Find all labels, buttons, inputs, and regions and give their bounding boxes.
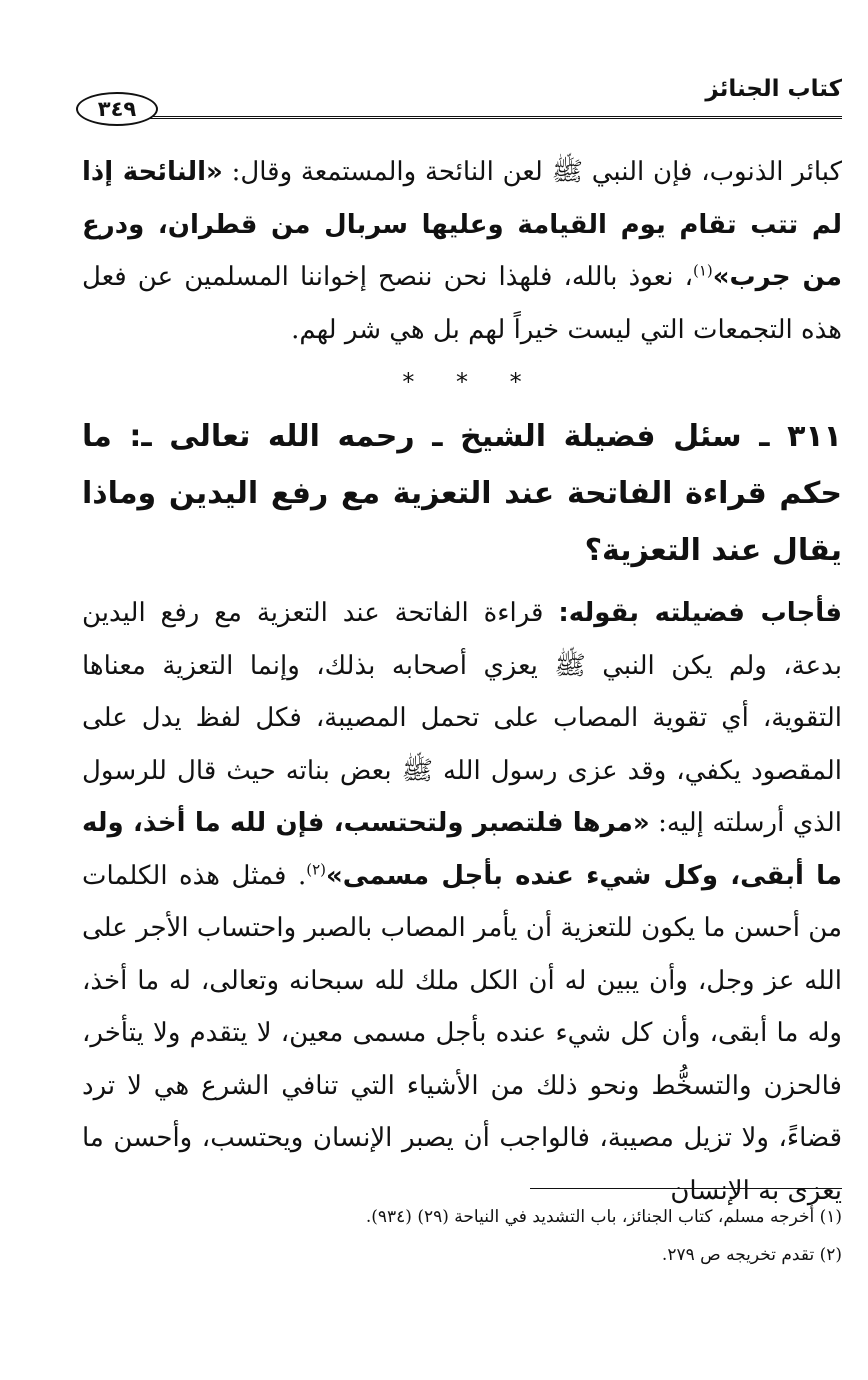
footnote-1: (١) أخرجه مسلم، كتاب الجنائز، باب التشديد في النياحة (٢٩) (٩٣٤). xyxy=(365,1207,842,1227)
continuation-paragraph xyxy=(82,146,842,356)
running-title: كتاب الجنائز xyxy=(705,76,842,102)
hadith-quote-2: «مرها فلتصبر ولتحتسب، فإن لله ما أخذ، وله ما أبقى، وكل شيء عنده بأجل مسمى» xyxy=(82,808,842,891)
answer-lead: فأجاب فضيلته بقوله: xyxy=(558,598,842,628)
footnote-rule xyxy=(530,1188,842,1189)
continuation-text-2: ، نعوذ بالله، فلهذا نحن ننصح إخواننا المسلمين عن فعل هذه التجمعات التي ليست خيراً لهم بل هي شر لهم. xyxy=(82,262,842,345)
page-header xyxy=(76,72,842,124)
footnote-ref-2[interactable]: (٢) xyxy=(306,859,327,878)
answer-paragraph xyxy=(82,587,842,1217)
footnotes xyxy=(82,1198,842,1274)
answer-text-1: قراءة الفاتحة عند التعزية مع رفع اليدين بدعة، ولم يكن النبي ﷺ يعزي أصحابه بذلك، وإنما التعزية معناها التقوية، أي تقوية المصاب على تحمل المصيبة، فكل لفظ يدل على المقصود يكفي، وقد عزى رسول الله ﷺ بعض بناته حيث قال للرسول الذي أرسلته إليه: xyxy=(82,598,842,838)
section-separator: * * * xyxy=(402,368,522,396)
hadith-quote-1: «النائحة إذا لم تتب تقام يوم القيامة وعليها سربال من قطران، ودرع من جرب» xyxy=(82,157,842,292)
page-number: ٣٤٩ xyxy=(76,92,158,126)
page-body xyxy=(82,146,842,1217)
answer-text-2: . فمثل هذه الكلمات من أحسن ما يكون للتعزية أن يأمر المصاب بالصبر واحتساب الأجر على الله عز وجل، وأن يبين له أن الكل ملك لله سبحانه وتعالى، له ما أخذ، وله ما أبقى، وأن كل شيء عنده بأجل مسمى معين، لا يتقدم ولا يتأخر، فالحزن والتسخُّط ونحو ذلك من الأشياء التي تنافي الشرع هي لا ترد قضاءً، ولا تزيل مصيبة، فالواجب أن يصبر الإنسان ويحتسب، وأحسن ما يعزى به الإنسان xyxy=(82,860,842,1206)
continuation-text-1: كبائر الذنوب، فإن النبي ﷺ لعن النائحة والمستمعة وقال: xyxy=(231,157,842,187)
header-rule xyxy=(126,116,842,119)
footnote-2: (٢) تقدم تخريجه ص ٢٧٩. xyxy=(661,1245,842,1265)
footnote-ref-1[interactable]: (١) xyxy=(692,261,713,280)
question-heading: ٣١١ ـ سئل فضيلة الشيخ ـ رحمه الله تعالى ـ: ما حكم قراءة الفاتحة عند التعزية مع رفع اليدين وماذا يقال عند التعزية؟ xyxy=(82,419,842,568)
